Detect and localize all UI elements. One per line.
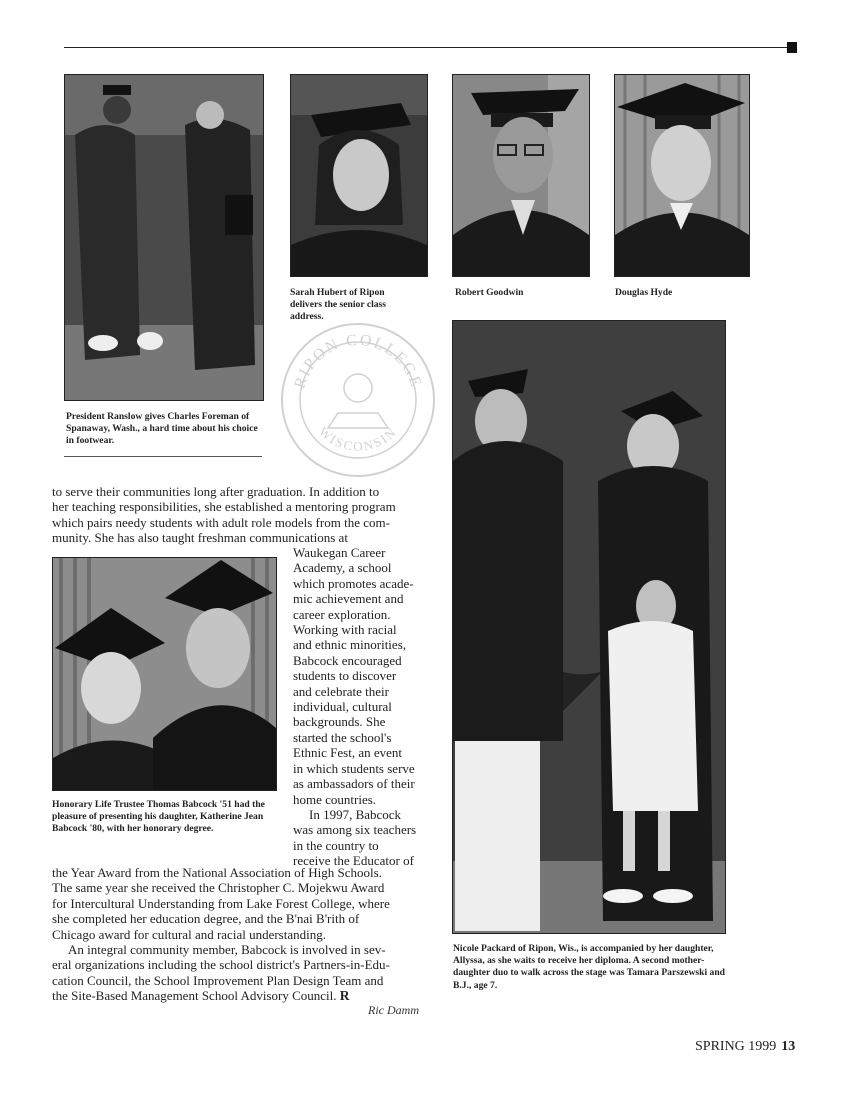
caption-goodwin: Robert Goodwin	[455, 287, 524, 298]
article-line: which pairs needy students with adult role models from the com-	[52, 514, 390, 530]
photo-robert-goodwin	[452, 74, 590, 277]
photo-nicole-packard	[452, 320, 726, 934]
article-narrow-column	[293, 545, 416, 869]
issue-label: SPRING 1999	[695, 1039, 777, 1054]
article-line: in which students serve	[293, 760, 415, 776]
caption-ranslow: President Ranslow gives Charles Foreman of Spanaway, Wash., a hard time about his choice in footwear.	[66, 411, 258, 447]
photo-ranslow-foreman	[64, 74, 264, 401]
top-rule-end-block	[787, 42, 797, 53]
end-of-article-mark: R	[339, 988, 350, 1004]
ripon-college-seal	[278, 318, 438, 483]
article-line: was among six teachers	[293, 822, 417, 838]
article-line: receive the Educator of	[293, 853, 414, 869]
article-line: eral organizations including the school district's Partners-in-Edu-	[52, 957, 390, 973]
page-number: 13	[781, 1039, 796, 1054]
byline: Ric Damm	[368, 1003, 419, 1017]
page-footer	[695, 1039, 795, 1055]
article-line: and celebrate their	[293, 683, 389, 699]
article-line: In 1997, Babcock	[309, 806, 402, 822]
photo-sarah-hubert	[290, 74, 428, 277]
article-line: backgrounds. She	[293, 714, 386, 730]
article-line: as ambassadors of their	[293, 776, 415, 792]
article-line: her teaching responsibilities, she established a mentoring program	[52, 499, 396, 515]
seal-top-text: RIPON COLLEGE	[291, 331, 425, 391]
seal-bottom-text: WISCONSIN	[315, 423, 401, 454]
article-line: munity. She has also taught freshman communications at	[52, 530, 348, 546]
top-rule	[64, 47, 789, 48]
caption-packard: Nicole Packard of Ripon, Wis., is accompanied by her daughter, Allyssa, as she waits to receive her diploma. A second mother-daughter duo to walk across the stage was Tamara Parszewski and B.J., age 7.	[453, 943, 726, 991]
article-line: started the school's	[293, 729, 392, 745]
article-line: career exploration.	[293, 606, 391, 622]
article-line: Working with racial	[293, 622, 397, 638]
photo-douglas-hyde	[614, 74, 750, 277]
photo-babcock-father-daughter	[52, 557, 277, 791]
article-line: which promotes acade-	[293, 575, 414, 591]
caption-hubert: Sarah Hubert of Ripon delivers the senior class address.	[290, 287, 387, 323]
article-line-last	[52, 988, 390, 1003]
article-line: she completed her education degree, and the B'nai B'rith of	[52, 911, 360, 927]
caption-babcock: Honorary Life Trustee Thomas Babcock '51 had the pleasure of presenting his daughter, Katherine Jean Babcock '80, with her honorary degree.	[52, 799, 265, 835]
article-line: Ethnic Fest, an event	[293, 745, 403, 761]
caption-rule	[64, 456, 262, 457]
article-line: individual, cultural	[293, 699, 392, 715]
article-line: Waukegan Career	[293, 545, 386, 560]
article-line: The same year she received the Christopher C. Mojekwu Award	[52, 880, 385, 896]
article-line: to serve their communities long after graduation. In addition to	[52, 484, 380, 499]
article-line: Chicago award for cultural and racial understanding.	[52, 926, 326, 942]
article-line: Babcock encouraged	[293, 652, 402, 668]
article-paragraph-top	[52, 484, 396, 546]
article-line: for Intercultural Understanding from Lake Forest College, where	[52, 895, 390, 911]
article-line: An integral community member, Babcock is involved in sev-	[68, 942, 386, 958]
article-line: home countries.	[293, 791, 377, 807]
article-line: the Site-Based Management School Advisory Council.	[52, 988, 337, 1004]
caption-hyde: Douglas Hyde	[615, 287, 673, 298]
article-line: students to discover	[293, 668, 397, 684]
article-paragraph-bottom	[52, 865, 390, 1004]
article-line: in the country to	[293, 837, 379, 853]
article-line: the Year Award from the National Association of High Schools.	[52, 865, 382, 880]
article-line: and ethnic minorities,	[293, 637, 407, 653]
article-line: mic achievement and	[293, 591, 404, 607]
article-line: cation Council, the School Improvement Plan Design Team and	[52, 972, 384, 988]
article-line: Academy, a school	[293, 560, 392, 576]
